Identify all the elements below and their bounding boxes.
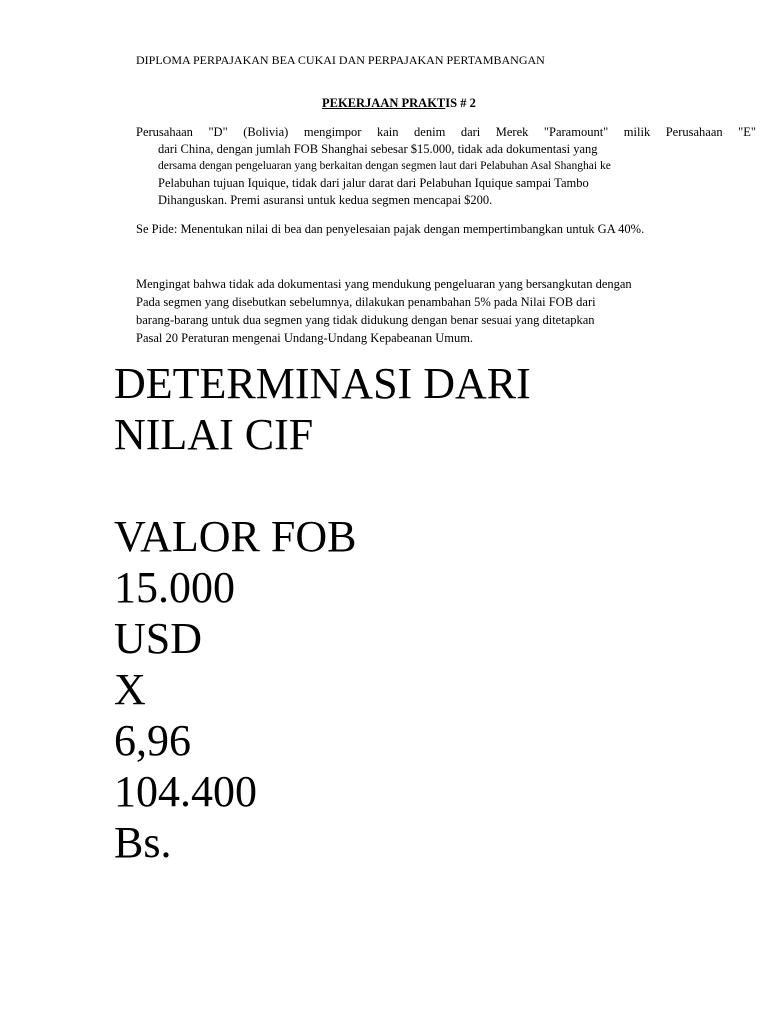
- problem-line-3: dersama dengan pengeluaran yang berkaitan dengan segmen laut dari Pelabuhan Asal Shanghai ke: [158, 160, 611, 172]
- request-line: Se Pide: Menentukan nilai di bea dan penyelesaian pajak dengan mempertimbangkan untuk GA 40%.: [136, 222, 645, 236]
- calc-result: 104.400: [114, 767, 257, 816]
- problem-line-4: Pelabuhan tujuan Iquique, tidak dari jalur darat dari Pelabuhan Iquique sampai Tambo: [158, 176, 589, 190]
- calc-label: VALOR FOB: [114, 512, 357, 561]
- section-title-rest: IS # 2: [445, 96, 476, 110]
- word: (Bolivia): [243, 125, 289, 139]
- note-line-3: barang-barang untuk dua segmen yang tidak didukung dengan benar sesuai yang ditetapkan: [136, 313, 595, 327]
- word: milik: [623, 125, 651, 139]
- word: "Paramount": [543, 125, 609, 139]
- word: "E": [738, 125, 756, 139]
- calc-heading-1: DETERMINASI DARI: [114, 359, 531, 408]
- word: "D": [208, 125, 228, 139]
- problem-line-5: Dihanguskan. Premi asuransi untuk kedua segmen mencapai $200.: [158, 193, 493, 207]
- spacer: [114, 460, 531, 511]
- word: Merek: [495, 125, 529, 139]
- note-line-2: Pada segmen yang disebutkan sebelumnya, dilakukan penambahan 5% pada Nilai FOB dari: [136, 295, 596, 309]
- calc-rate: 6,96: [114, 716, 191, 765]
- word: denim: [414, 125, 446, 139]
- problem-paragraph: [136, 124, 756, 209]
- calc-result-unit: Bs.: [114, 818, 172, 867]
- note-paragraph: [136, 275, 632, 347]
- program-header: DIPLOMA PERPAJAKAN BEA CUKAI DAN PERPAJAKAN PERTAMBANGAN: [136, 53, 545, 67]
- note-line-4: Pasal 20 Peraturan mengenai Undang-Undang Kepabeanan Umum.: [136, 331, 474, 345]
- cif-calculation: [114, 358, 531, 868]
- word: dari: [460, 125, 481, 139]
- problem-line-1: [136, 124, 756, 141]
- note-line-1: Mengingat bahwa tidak ada dokumentasi yang mendukung pengeluaran yang bersangkutan dengan: [136, 277, 632, 291]
- problem-line-2: dari China, dengan jumlah FOB Shanghai sebesar $15.000, tidak ada dokumentasi yang: [158, 142, 598, 156]
- word: Perusahaan: [136, 125, 193, 139]
- word: kain: [377, 125, 399, 139]
- word: Perusahaan: [665, 125, 723, 139]
- calc-operator: X: [114, 665, 146, 714]
- calc-currency: USD: [114, 614, 203, 663]
- section-title-underlined: PEKERJAAN PRAKT: [322, 96, 446, 110]
- word: mengimpor: [303, 125, 362, 139]
- calc-heading-2: NILAI CIF: [114, 410, 314, 459]
- calc-amount: 15.000: [114, 563, 235, 612]
- section-title: [322, 96, 476, 111]
